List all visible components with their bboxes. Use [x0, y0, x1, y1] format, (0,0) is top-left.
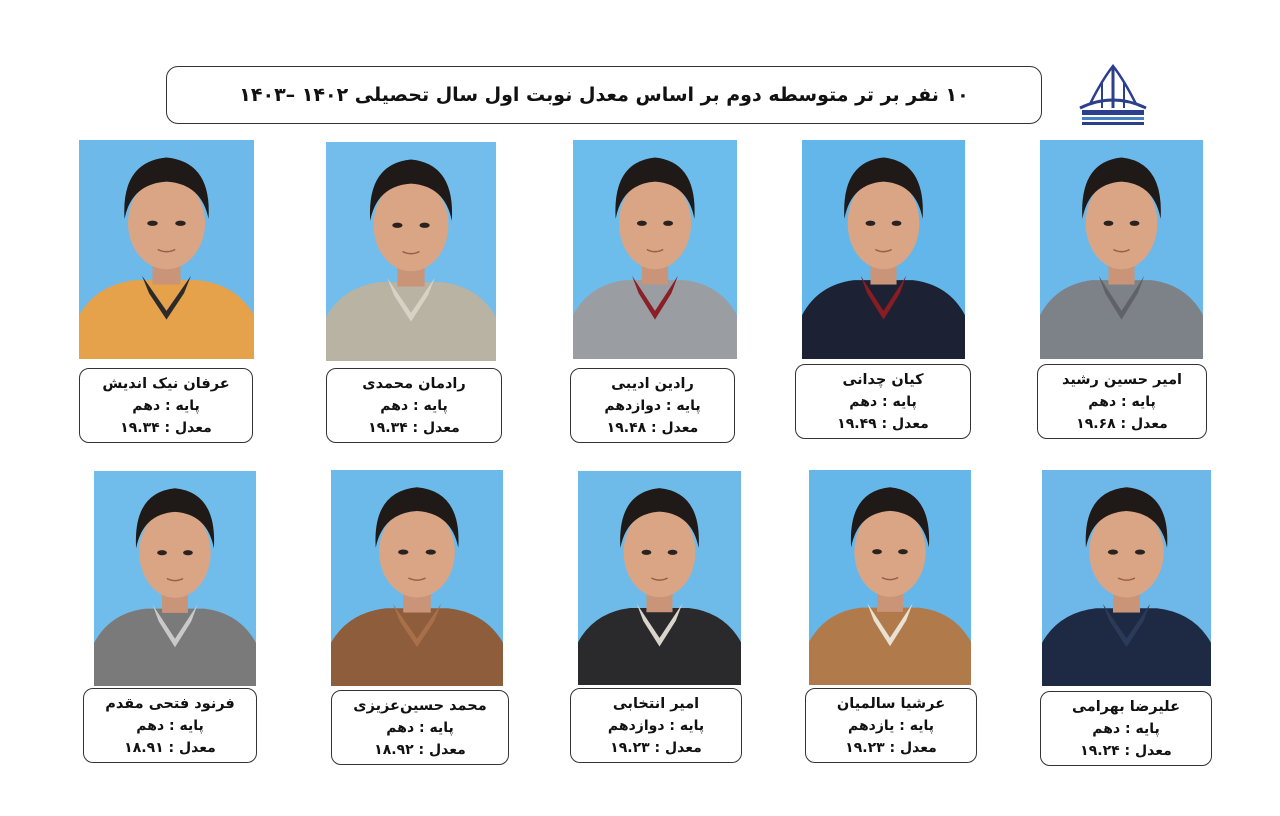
student-average: معدل : ۱۸.۹۱	[124, 739, 216, 756]
portrait-silhouette-icon	[326, 142, 496, 361]
student-grade: پایه : یازدهم	[847, 717, 935, 734]
student-info-card	[805, 688, 977, 763]
student-grade: پایه : دهم	[386, 719, 454, 736]
student-photo	[1040, 140, 1203, 359]
student-grade: پایه : دوازدهم	[607, 717, 705, 734]
student-info-card	[326, 368, 502, 443]
portrait-silhouette-icon	[802, 140, 965, 359]
student-name: عرشیا سالمیان	[836, 695, 946, 712]
student-info-card	[331, 690, 509, 765]
student-info-card	[79, 368, 253, 443]
student-name: محمد حسین‌عزیزی	[353, 697, 487, 714]
portrait-silhouette-icon	[1042, 470, 1211, 686]
portrait-silhouette-icon	[573, 140, 737, 359]
student-photo	[79, 140, 254, 359]
student-name: فرنود فتحی مقدم	[105, 695, 235, 712]
student-grade: پایه : دوازدهم	[604, 397, 701, 414]
student-grade: پایه : دهم	[1088, 393, 1156, 410]
student-average: معدل : ۱۹.۶۸	[1076, 415, 1168, 432]
student-photo	[1042, 470, 1211, 686]
student-info-card	[1037, 364, 1207, 439]
portrait-silhouette-icon	[1040, 140, 1203, 359]
school-logo-icon	[1076, 64, 1150, 126]
student-average: معدل : ۱۹.۳۴	[120, 419, 212, 436]
portrait-silhouette-icon	[809, 470, 971, 685]
student-photo	[578, 471, 741, 685]
student-average: معدل : ۱۹.۴۹	[837, 415, 929, 432]
student-grade: پایه : دهم	[380, 397, 448, 414]
student-grade: پایه : دهم	[136, 717, 204, 734]
student-name: عرفان نیک اندیش	[102, 375, 230, 392]
student-name: رادین ادیبی	[611, 375, 694, 392]
title-banner	[166, 66, 1042, 124]
student-average: معدل : ۱۹.۲۳	[845, 739, 937, 756]
student-photo	[331, 470, 503, 686]
student-photo	[573, 140, 737, 359]
student-name: رادمان محمدی	[362, 375, 466, 392]
student-photo	[809, 470, 971, 685]
student-info-card	[570, 368, 735, 443]
student-name: امیر انتخابی	[612, 695, 700, 712]
student-info-card	[570, 688, 742, 763]
portrait-silhouette-icon	[578, 471, 741, 685]
student-name: کیان چدانی	[842, 371, 924, 388]
student-info-card	[83, 688, 257, 763]
student-photo	[94, 471, 256, 686]
student-average: معدل : ۱۹.۳۴	[368, 419, 460, 436]
student-photo	[802, 140, 965, 359]
student-grade: پایه : دهم	[849, 393, 917, 410]
student-average: معدل : ۱۹.۲۴	[1080, 742, 1172, 759]
student-photo	[326, 142, 496, 361]
student-average: معدل : ۱۹.۲۳	[610, 739, 702, 756]
portrait-silhouette-icon	[94, 471, 256, 686]
portrait-silhouette-icon	[331, 470, 503, 686]
student-grade: پایه : دهم	[1092, 720, 1160, 737]
student-name: امیر حسین رشید	[1061, 371, 1183, 388]
student-average: معدل : ۱۹.۴۸	[606, 419, 699, 436]
student-grade: پایه : دهم	[132, 397, 200, 414]
page-title: ۱۰ نفر بر تر متوسطه دوم بر اساس معدل نوبت اول سال تحصیلی ۱۴۰۲ –۱۴۰۳	[239, 84, 969, 106]
student-info-card	[795, 364, 971, 439]
student-average: معدل : ۱۸.۹۲	[374, 741, 466, 758]
portrait-silhouette-icon	[79, 140, 254, 359]
student-name: علیرضا بهرامی	[1072, 698, 1180, 715]
student-info-card	[1040, 691, 1212, 766]
